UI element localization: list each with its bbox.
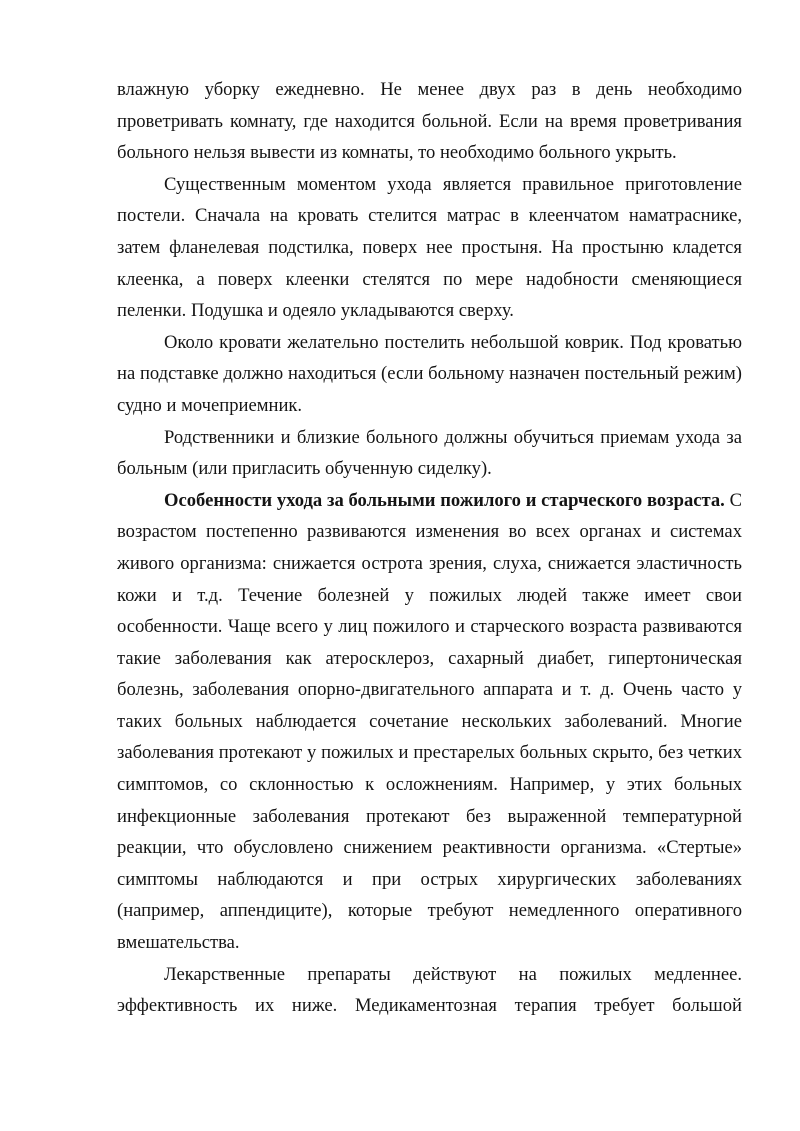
paragraph-text: Лекарственные препараты действуют на пожилых медленнее. эффективность их ниже. Медикаментозная терапия требует большой	[117, 963, 742, 1017]
paragraph-text: Около кровати желательно постелить небольшой коврик. Под кроватью на подставке должно находиться (если больному назначен постельный режим) судно и мочеприемник.	[117, 331, 742, 416]
paragraph-text: С возрастом постепенно развиваются изменения во всех органах и системах живого организма: снижается острота зрения, слуха, снижается эластичность кожи и т.д. Течение болезней у пожилых людей также имеет свои особенности. Чаще всего у лиц пожилого и старческого возраста развиваются такие заболевания как атеросклероз, сахарный диабет, гипертоническая болезнь, заболевания опорно-двигательного аппарата и т. д. Очень часто у таких больных наблюдается сочетание нескольких заболеваний. Многие заболевания протекают у пожилых и престарелых больных скрыто, без четких симптомов, со склонностью к осложнениям. Например, у этих больных инфекционные заболевания протекают без выраженной температурной реакции, что обусловлено снижением реактивности организма. «Стертые» симптомы наблюдаются и при острых хирургических заболеваниях (например, аппендиците), которые требуют немедленного оперативного вмешательства.	[117, 489, 742, 954]
paragraph-bed-preparation	[117, 169, 742, 327]
paragraph-text: Родственники и близкие больного должны обучиться приемам ухода за больным (или пригласить обученную сиделку).	[117, 426, 742, 480]
paragraph-medication	[117, 959, 742, 1022]
paragraph-elderly-care	[117, 485, 742, 959]
paragraph-text: влажную уборку ежедневно. Не менее двух раз в день необходимо проветривать комнату, где находится больной. Если на время проветривания больного нельзя вывести из комнаты, то необходимо больного укрыть.	[117, 79, 742, 164]
document-body	[117, 74, 742, 1022]
paragraph-cleaning-ventilation	[117, 74, 742, 169]
paragraph-relatives-training	[117, 422, 742, 485]
paragraph-rug-bedpan	[117, 327, 742, 422]
section-heading: Особенности ухода за больными пожилого и старческого возраста.	[164, 489, 725, 511]
paragraph-text: Существенным моментом ухода является правильное приготовление постели. Сначала на кровать стелится матрас в клеенчатом наматраснике, затем фланелевая подстилка, поверх нее простыня. На простыню кладется клеенка, а поверх клеенки стелятся по мере надобности сменяющиеся пеленки. Подушка и одеяло укладываются сверху.	[117, 173, 742, 322]
